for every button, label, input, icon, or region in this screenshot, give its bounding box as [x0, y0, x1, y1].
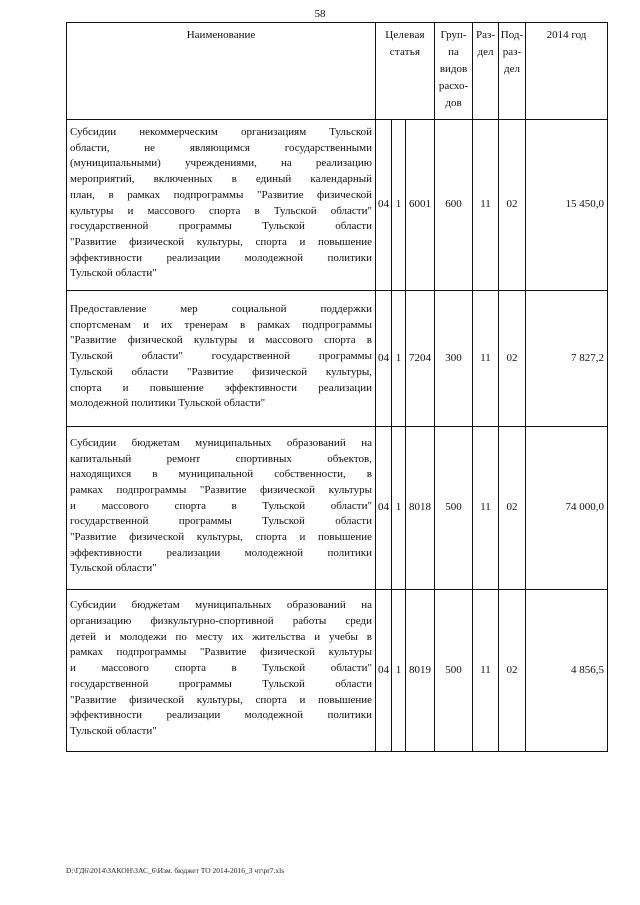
- row-target-article-code: 8018: [406, 427, 435, 590]
- file-path-footer: D:\ГД6\2014\ЗАКОН\ЗАС_6\Изм. бюджет ТО 2014-2016_3 чт\pr7.xls: [66, 866, 285, 875]
- row-name: [67, 590, 376, 752]
- header-year: 2014 год: [526, 23, 608, 120]
- row-name-line: и массового спорта в Тульской области": [70, 499, 372, 512]
- header-subsection: Под- раз- дел: [499, 23, 526, 120]
- row-name-line: "Развитие физической культуры, спорта и повышение: [70, 693, 372, 706]
- row-amount: 4 856,5: [526, 590, 608, 752]
- row-name-line: культуры и массового спорта в Тульской области": [70, 204, 372, 217]
- row-name-line: капитальный ремонт спортивных объектов,: [70, 452, 372, 465]
- row-name-line: эффективности реализации молодежной политики: [70, 709, 372, 722]
- row-target-article-subprogram: 1: [392, 291, 406, 427]
- row-name: [67, 120, 376, 291]
- row-target-article-code: 8019: [406, 590, 435, 752]
- row-name-line: молодежной политики Тульской области": [70, 397, 266, 410]
- row-name-line: государственной программы Тульской области: [70, 220, 372, 233]
- table-row: [67, 291, 608, 427]
- table-row: [67, 590, 608, 752]
- row-target-article-program: 04: [376, 291, 392, 427]
- header-target-article: Целевая статья: [376, 23, 435, 120]
- row-subsection: 02: [499, 291, 526, 427]
- header-expense-group: Груп- па видов расхо- дов: [435, 23, 473, 120]
- row-name-line: и массового спорта в Тульской области": [70, 662, 372, 675]
- row-name-line: эффективности реализации молодежной политики: [70, 251, 372, 264]
- row-name-line: спортсменам и их тренерам в рамках подпрограммы: [70, 318, 372, 331]
- row-expense-group: 600: [435, 120, 473, 291]
- header-section: Раз- дел: [473, 23, 499, 120]
- row-name-line: Тульской области" государственной программы: [70, 350, 372, 363]
- row-name-line: "Развитие физической культуры и массового спорта в: [70, 334, 372, 347]
- row-name-line: спорта и повышение эффективности реализации: [70, 381, 372, 394]
- row-name-line: детей и молодежи по месту их жительства и учебы в: [70, 630, 372, 643]
- row-name-line: (муниципальными) учреждениями, на реализацию: [70, 157, 372, 170]
- row-name: [67, 427, 376, 590]
- row-name-line: организацию физкультурно-спортивной работы среди: [70, 615, 372, 628]
- header-name: Наименование: [67, 23, 376, 120]
- row-name: [67, 291, 376, 427]
- row-name-line: Тульской области": [70, 562, 157, 575]
- row-name-line: государственной программы Тульской области: [70, 515, 372, 528]
- row-amount: 74 000,0: [526, 427, 608, 590]
- row-expense-group: 300: [435, 291, 473, 427]
- budget-table: [66, 22, 608, 752]
- row-expense-group: 500: [435, 427, 473, 590]
- row-target-article-code: 7204: [406, 291, 435, 427]
- row-name-line: Предоставление мер социальной поддержки: [70, 303, 372, 316]
- row-name-line: государственной программы Тульской области: [70, 677, 372, 690]
- row-name-line: эффективности реализации молодежной политики: [70, 546, 372, 559]
- table-header-row: [67, 23, 608, 120]
- row-section: 11: [473, 590, 499, 752]
- table-row: [67, 427, 608, 590]
- row-expense-group: 500: [435, 590, 473, 752]
- row-name-line: находящихся в муниципальной собственности, в: [70, 468, 372, 481]
- row-name-line: Тульской области "Развитие физической культуры,: [70, 365, 372, 378]
- row-name-line: рамках подпрограммы "Развитие физической культуры: [70, 483, 372, 496]
- row-section: 11: [473, 120, 499, 291]
- row-name-line: рамках подпрограммы "Развитие физической культуры: [70, 646, 372, 659]
- row-name-line: "Развитие физической культуры, спорта и повышение: [70, 531, 372, 544]
- row-section: 11: [473, 427, 499, 590]
- row-subsection: 02: [499, 427, 526, 590]
- row-target-article-code: 6001: [406, 120, 435, 291]
- row-name-line: Субсидии бюджетам муниципальных образований на: [70, 436, 372, 449]
- row-target-article-program: 04: [376, 120, 392, 291]
- row-subsection: 02: [499, 120, 526, 291]
- row-target-article-program: 04: [376, 427, 392, 590]
- row-section: 11: [473, 291, 499, 427]
- table-row: [67, 120, 608, 291]
- row-name-line: Тульской области": [70, 724, 157, 737]
- row-name-line: Субсидии некоммерческим организациям Тульской: [70, 126, 372, 138]
- row-target-article-subprogram: 1: [392, 120, 406, 291]
- row-target-article-subprogram: 1: [392, 427, 406, 590]
- row-name-line: план, в рамках подпрограммы "Развитие физической: [70, 188, 372, 201]
- row-target-article-program: 04: [376, 590, 392, 752]
- row-amount: 7 827,2: [526, 291, 608, 427]
- row-name-line: области, не являющимся государственными: [70, 141, 372, 154]
- row-target-article-subprogram: 1: [392, 590, 406, 752]
- row-name-line: мероприятий, включенных в единый календарный: [70, 173, 372, 186]
- row-amount: 15 450,0: [526, 120, 608, 291]
- row-subsection: 02: [499, 590, 526, 752]
- row-name-line: Тульской области": [70, 267, 157, 280]
- row-name-line: "Развитие физической культуры, спорта и повышение: [70, 235, 372, 248]
- page-number: 58: [314, 8, 326, 20]
- row-name-line: Субсидии бюджетам муниципальных образований на: [70, 599, 372, 612]
